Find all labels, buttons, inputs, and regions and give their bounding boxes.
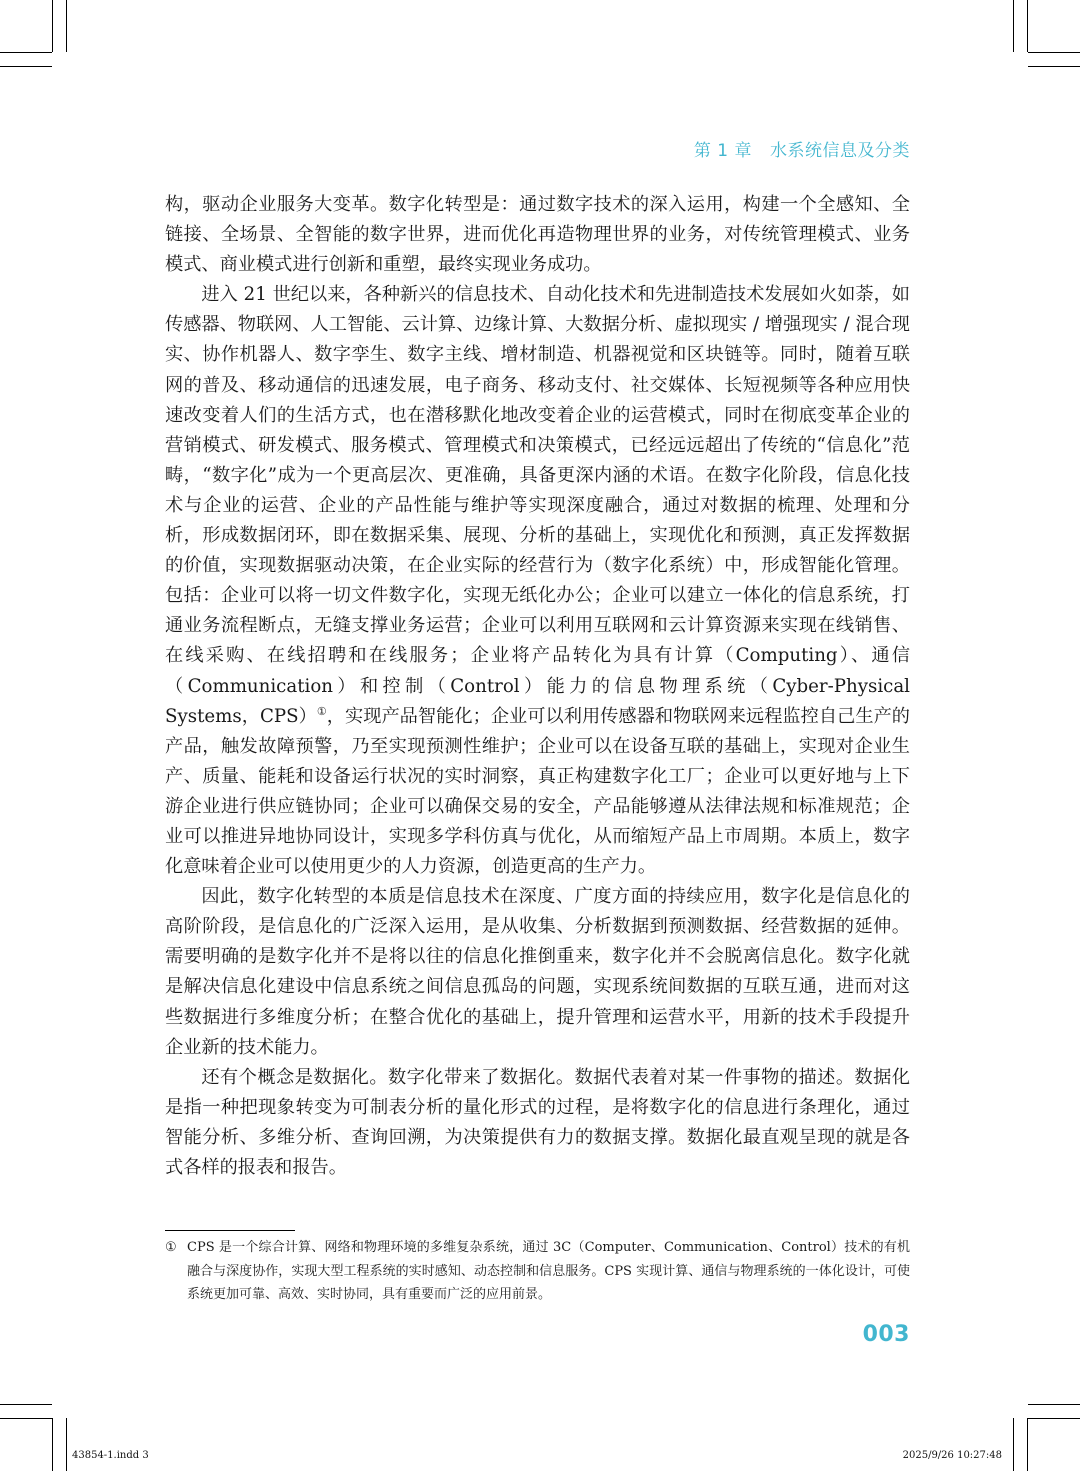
crop-mark-bottom-right-horizontal — [1028, 1404, 1080, 1405]
page-number: 003 — [862, 1322, 910, 1347]
crop-mark-top-left-horizontal-inner — [0, 66, 52, 67]
paragraph-transformation-essence: 因此，数字化转型的本质是信息技术在深度、广度方面的持续应用，数字化是信息化的高阶阶段，是信息化的广泛深入运用，是从收集、分析数据到预测数据、经营数据的延伸。需要明确的是数字化并不是将以往的信息化推倒重来，数字化并不会脱离信息化。数字化就是解决信息化建设中信息系统之间信息孤岛的问题，实现系统间数据的互联互通，进而对这些数据进行多维度分析；在整合优化的基础上，提升管理和运营水平，用新的技术手段提升企业新的技术能力。 — [165, 886, 910, 1058]
chapter-title: 水系统信息及分类 — [770, 141, 910, 161]
crop-mark-bottom-right-vertical-inner — [1027, 1418, 1028, 1471]
crop-mark-bottom-left-horizontal — [0, 1404, 52, 1405]
slug-timestamp: 2025/9/26 10:27:48 — [902, 1450, 1002, 1461]
crop-mark-bottom-left-vertical-inner — [66, 1418, 67, 1471]
paragraph-continued: 构，驱动企业服务大变革。数字化转型是：通过数字技术的深入运用，构建一个全感知、全链接、全场景、全智能的数字世界，进而优化再造物理世界的业务，对传统管理模式、业务模式、商业模式进行创新和重塑，最终实现业务成功。 — [165, 194, 910, 276]
chapter-label: 第 1 章 — [693, 141, 752, 161]
crop-mark-top-right-horizontal-inner — [1028, 66, 1080, 67]
footnote-reference[interactable]: ① — [316, 704, 327, 718]
crop-mark-bottom-right-vertical — [1013, 1418, 1014, 1471]
paragraph-digital-era-part-2: ，实现产品智能化；企业可以利用传感器和物联网来远程监控自己生产的产品，触发故障预警，乃至实现预测性维护；企业可以在设备互联的基础上，实现对企业生产、质量、能耗和设备运行状况的实时洞察，真正构建数字化工厂；企业可以更好地与上下游企业进行供应链协同；企业可以确保交易的安全，产品能够遵从法律法规和标准规范；企业可以推进异地协同设计，实现多学科仿真与优化，从而缩短产品上市周期。本质上，数字化意味着企业可以使用更少的人力资源，创造更高的生产力。 — [165, 705, 910, 878]
footnote — [165, 1236, 910, 1307]
crop-mark-top-right-vertical — [1013, 0, 1014, 52]
footnote-marker: ① — [165, 1240, 177, 1255]
crop-mark-top-left-horizontal — [0, 52, 52, 53]
footnote-text: CPS 是一个综合计算、网络和物理环境的多维复杂系统，通过 3C（Computer、Communication、Control）技术的有机融合与深度协作，实现大型工程系统的实时感知、动态控制和信息服务。CPS 实现计算、通信与物理系统的一体化设计，可使系统更加可靠、高效、实时协同，具有重要而广泛的应用前景。 — [187, 1240, 910, 1302]
crop-mark-bottom-left-horizontal-inner — [0, 1418, 52, 1419]
crop-mark-top-left-vertical — [52, 0, 53, 52]
paragraph-datafication: 还有个概念是数据化。数字化带来了数据化。数据代表着对某一件事物的描述。数据化是指一种把现象转变为可制表分析的量化形式的过程，是将数字化的信息进行条理化，通过智能分析、多维分析、查询回溯，为决策提供有力的数据支撑。数据化最直观呈现的就是各式各样的报表和报告。 — [165, 1066, 910, 1178]
paragraph-digital-era-part-1: 进入 21 世纪以来，各种新兴的信息技术、自动化技术和先进制造技术发展如火如荼，如传感器、物联网、人工智能、云计算、边缘计算、大数据分析、虚拟现实 / 增强现实 / 混合现实、协作机器人、数字孪生、数字主线、增材制造、机器视觉和区块链等。同时，随着互联网的普及、移动通信的迅速发展，电子商务、移动支付、社交媒体、长短视频等各种应用快速改变着人们的生活方式，也在潜移默化地改变着企业的运营模式，同时在彻底变革企业的营销模式、研发模式、服务模式、管理模式和决策模式，已经远远超出了传统的“信息化”范畴，“数字化”成为一个更高层次、更准确，具备更深内涵的术语。在数字化阶段，信息化技术与企业的运营、企业的产品性能与维护等实现深度融合，通过对数据的梳理、处理和分析，形成数据闭环，即在数据采集、展现、分析的基础上，实现优化和预测，真正发挥数据的价值，实现数据驱动决策，在企业实际的经营行为（数字化系统）中，形成智能化管理。包括：企业可以将一切文件数字化，实现无纸化办公；企业可以建立一体化的信息系统，打通业务流程断点，无缝支撑业务运营；企业可以利用互联网和云计算资源来实现在线销售、在线采购、在线招聘和在线服务；企业将产品转化为具有计算（Computing）、通信（Communication）和控制（Control）能力的信息物理系统（Cyber-Physical Systems，CPS） — [165, 284, 910, 727]
body-text — [165, 190, 910, 1183]
crop-mark-bottom-right-horizontal-inner — [1028, 1418, 1080, 1419]
crop-mark-top-right-vertical-inner — [1027, 0, 1028, 52]
slug-file-name: 43854-1.indd 3 — [72, 1450, 149, 1461]
footnote-divider — [165, 1230, 295, 1231]
running-header — [694, 136, 910, 161]
crop-mark-top-right-horizontal — [1028, 52, 1080, 53]
crop-mark-bottom-left-vertical — [52, 1418, 53, 1471]
crop-mark-top-left-vertical-inner — [66, 0, 67, 52]
paragraph-digital-era — [165, 280, 910, 882]
